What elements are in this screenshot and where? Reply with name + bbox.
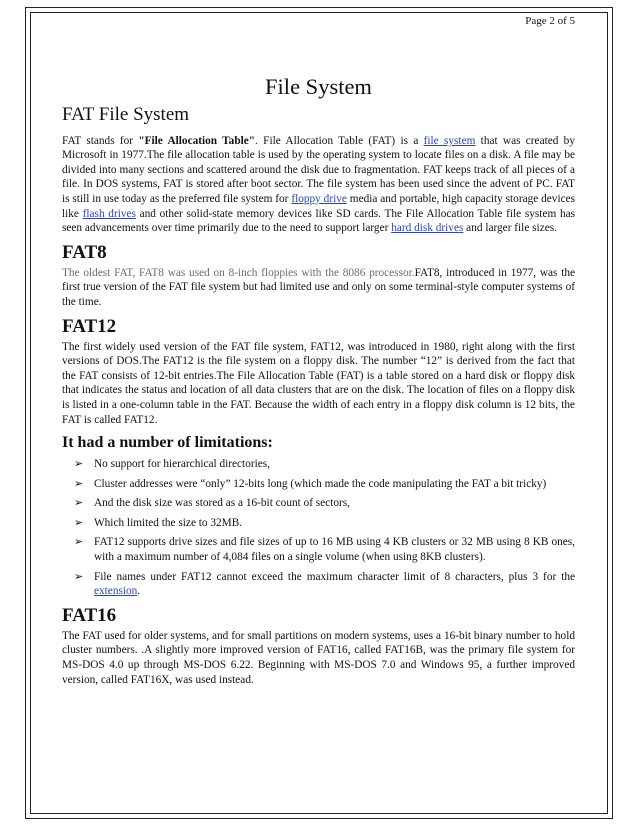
- list-item-text: And the disk size was stored as a 16-bit count of sectors,: [94, 497, 351, 510]
- text-run: and other solid-state memory devices like SD cards. The File Allocation Table file system has seen advancements over time primarily due to the need to support larger: [62, 207, 576, 235]
- page-number: Page 2 of 5: [525, 15, 575, 27]
- list-item: [74, 516, 575, 531]
- list-item-text: Cluster addresses were “only” 12-bits long (which made the code manipulating the FAT a bit tricky): [94, 477, 547, 490]
- fat12-paragraph: The first widely used version of the FAT file system, FAT12, was introduced in 1980, right along with the first versions of DOS.The FAT12 is the file system on a floppy disk. The number “12” is derived from the fact that the FAT consists of 12-bit entries.The File Allocation Table (FAT) is a table stored on a hard disk or floppy disk that indicates the status and location of all data clusters that are on the disk. The location of files on a floppy disk is listed in a one-column table in the FAT. Because the width of each entry in a floppy disk column is 12 bits, the FAT is called FAT12.: [62, 340, 575, 426]
- flash-drives-link[interactable]: flash drives: [82, 207, 136, 220]
- document-body: [62, 14, 575, 687]
- fat8-paragraph: [62, 266, 575, 310]
- list-item: [74, 535, 575, 564]
- text-run: FAT8, introduced in 1977, was the first true version of the FAT file system but had limited use and only on some terminal-style computer systems of the time.: [62, 266, 575, 308]
- list-item-text: Which limited the size to 32MB.: [94, 516, 243, 529]
- list-item-text: No support for hierarchical directories,: [94, 458, 270, 471]
- limitations-list: [62, 457, 575, 599]
- text-run: and larger file sizes.: [463, 222, 557, 235]
- fat16-heading: FAT16: [62, 604, 117, 626]
- list-item: [74, 477, 575, 492]
- fat16-paragraph: The FAT used for older systems, and for small partitions on modern systems, uses a 16-bit binary number to hold cluster numbers. .A slightly more improved version of FAT16, called FAT16B, was the primary file system for MS-DOS 4.0 up through MS-DOS 6.22. Beginning with MS-DOS 7.0 and Windows 95, a further improved version, called FAT16X, was used instead.: [62, 629, 575, 686]
- arrow-bullet-icon: ➢: [74, 516, 84, 529]
- floppy-drive-link[interactable]: floppy drive: [291, 192, 347, 205]
- fat8-heading: FAT8: [62, 241, 107, 263]
- file-system-link[interactable]: file system: [423, 134, 476, 147]
- arrow-bullet-icon: ➢: [74, 477, 84, 490]
- arrow-bullet-icon: ➢: [74, 570, 84, 583]
- fat-file-system-heading: FAT File System: [62, 103, 190, 125]
- text-run: .: [137, 585, 141, 598]
- fat-intro-paragraph: [62, 134, 575, 236]
- text-run: media and portable, high capacity storage devices like: [62, 192, 576, 220]
- list-item-text: FAT12 supports drive sizes and file sizes of up to 16 MB using 4 KB clusters or 32 MB using 8 KB ones, with a maximum number of 4,084 files on a single volume (when using 8KB clusters).: [94, 536, 575, 564]
- list-item-text: File names under FAT12 cannot exceed the maximum character limit of 8 characters, plus 3 for the: [94, 570, 575, 583]
- text-run: . File Allocation Table (FAT) is a: [255, 134, 424, 147]
- list-item: [74, 496, 575, 511]
- list-item: [74, 570, 575, 599]
- list-item: [74, 457, 575, 472]
- arrow-bullet-icon: ➢: [74, 458, 84, 471]
- arrow-bullet-icon: ➢: [74, 536, 84, 549]
- limitations-heading: It had a number of limitations:: [62, 434, 273, 452]
- bold-term: "File Allocation Table": [138, 134, 256, 147]
- text-run: FAT stands for: [62, 134, 139, 147]
- arrow-bullet-icon: ➢: [74, 497, 84, 510]
- hard-disk-drives-link[interactable]: hard disk drives: [391, 222, 464, 235]
- text-run: that was created by Microsoft in 1977.The file allocation table is used by the operating system to locate files on a disk. A file may be divided into many sections and scattered around the disk due to fragmentation. FAT keeps track of all pieces of a file. In DOS systems, FAT is stored after boot sector. The file system has been used since the advent of PC. FAT is still in use today as the preferred file system for: [62, 134, 575, 205]
- fat12-heading: FAT12: [62, 315, 117, 337]
- extension-link[interactable]: extension: [94, 585, 138, 598]
- fat8-gray-text: The oldest FAT, FAT8 was used on 8-inch floppies with the 8086 processor.: [62, 266, 415, 279]
- page-title: File System: [265, 73, 372, 99]
